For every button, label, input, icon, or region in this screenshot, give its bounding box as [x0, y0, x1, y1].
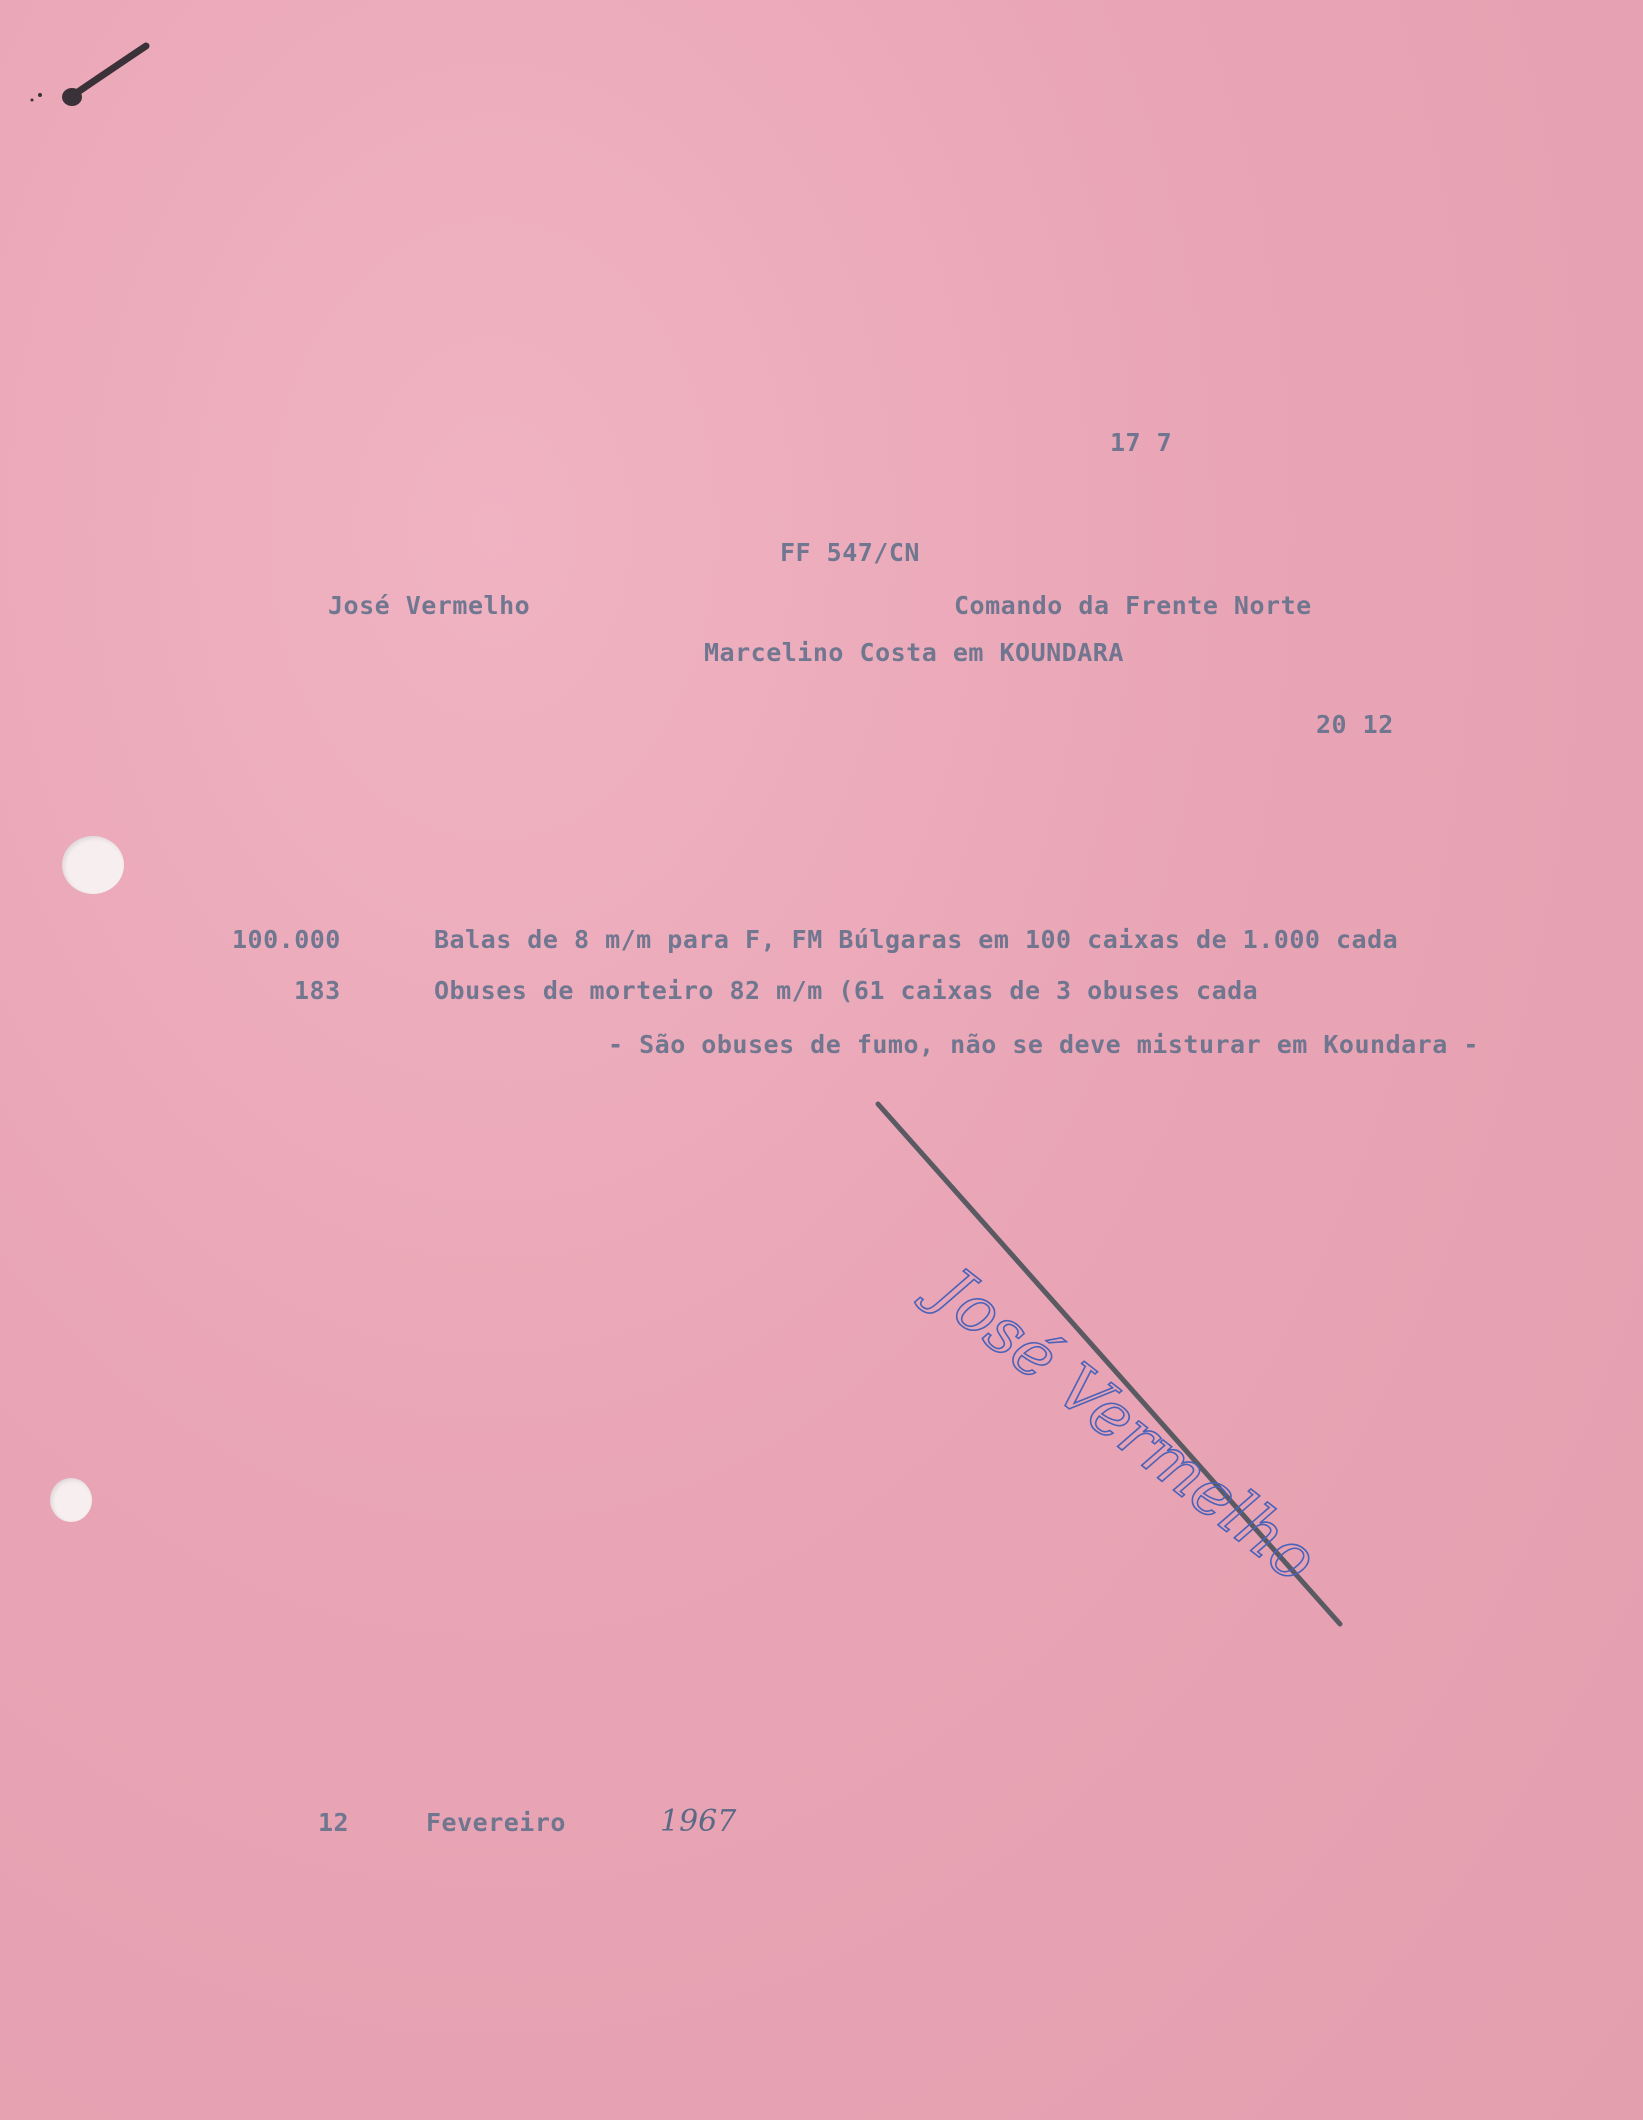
- file-code: FF 547/CN: [780, 538, 920, 567]
- time-stamp: 20 12: [1316, 710, 1394, 739]
- item-description: Balas de 8 m/m para F, FM Búlgaras em 100 caixas de 1.000 cada: [434, 925, 1399, 954]
- item-description: Obuses de morteiro 82 m/m (61 caixas de 3 obuses cada: [434, 976, 1259, 1005]
- svg-text:José Vermelho: José Vermelho: [920, 1254, 1331, 1598]
- recipient-line-2: Marcelino Costa em KOUNDARA: [704, 638, 1124, 667]
- date-month: Fevereiro: [426, 1808, 566, 1837]
- recipient-line-1: Comando da Frente Norte: [954, 591, 1312, 620]
- reference-numbers: 17 7: [1110, 428, 1173, 457]
- note-line: - São obuses de fumo, não se deve misturar em Koundara -: [608, 1030, 1479, 1059]
- handwritten-signature: [911, 1248, 1330, 1598]
- date-day: 12: [318, 1808, 350, 1837]
- item-quantity: 100.000: [232, 925, 341, 954]
- date-year: 1967: [660, 1804, 737, 1839]
- item-quantity: 183: [294, 976, 341, 1005]
- sender-name: José Vermelho: [328, 591, 531, 620]
